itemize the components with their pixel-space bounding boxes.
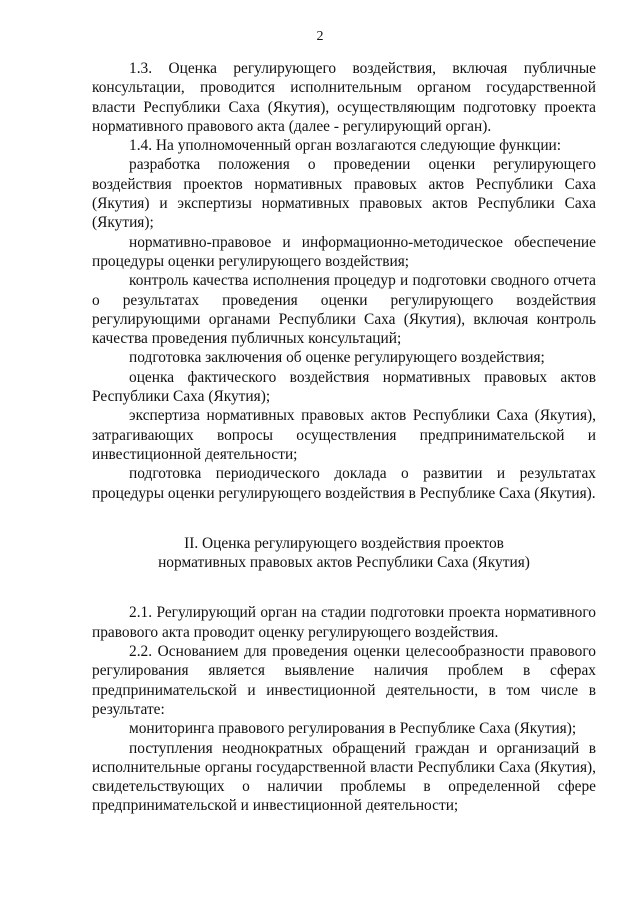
function-item-7: подготовка периодического доклада о развитии и результатах процедуры оценки регулирующего воздействия в Республике Саха (Якутия).	[92, 465, 596, 502]
function-item-6: экспертиза нормативных правовых актов Республики Саха (Якутия), затрагивающих вопросы осуществления предпринимательской и инвестиционной деятельности;	[92, 407, 596, 463]
function-item-4: подготовка заключения об оценке регулирующего воздействия;	[129, 349, 545, 367]
section-2-heading	[92, 534, 596, 573]
function-item-2: нормативно-правовое и информационно-методическое обеспечение процедуры оценки регулирующего воздействия;	[92, 233, 596, 270]
section-1-1-list	[92, 59, 596, 503]
document-body	[92, 59, 596, 816]
section-2-title-line-1: II. Оценка регулирующего воздействия проектов	[184, 534, 504, 552]
paragraph-2-1: 2.1. Регулирующий орган на стадии подготовки проекта нормативного правового акта проводит оценку регулирующего воздействия.	[92, 604, 596, 641]
function-item-3: контроль качества исполнения процедур и подготовки сводного отчета о результатах проведения оценки регулирующего воздействия регулирующими органами Республики Саха (Якутия), включая контроль качества проведения публичных консультаций;	[92, 272, 596, 348]
basis-item-1: мониторинга правового регулирования в Республике Саха (Якутия);	[129, 720, 577, 738]
paragraph-1-3: 1.3. Оценка регулирующего воздействия, включая публичные консультации, проводится исполнительным органом государственной власти Республики Саха (Якутия), осуществляющим подготовку проекта нормативного правового акта (далее - регулирующий орган).	[92, 60, 596, 135]
section-2-title-line-2: нормативных правовых актов Республики Саха (Якутия)	[158, 554, 530, 572]
page-number: 2	[316, 29, 324, 44]
function-item-1: разработка положения о проведении оценки регулирующего воздействия проектов нормативных правовых актов Республики Саха (Якутия) и экспертизы нормативных правовых актов Республики Саха (Якутия);	[92, 156, 596, 232]
function-item-5: оценка фактического воздействия нормативных правовых актов Республики Саха (Якутия);	[92, 368, 596, 406]
section-2-list	[92, 603, 596, 815]
basis-item-2: поступления неоднократных обращений граждан и организаций в исполнительные органы государственной власти Республики Саха (Якутия), свидетельствующих о наличии проблемы в определенной сфере предпринимательской и инвестиционной деятельности;	[92, 739, 596, 815]
paragraph-2-2: 2.2. Основанием для проведения оценки целесообразности правового регулирования является выявление наличия проблем в сферах предпринимательской и инвестиционной деятельности, в том числе в результате:	[92, 643, 596, 718]
paragraph-1-4: 1.4. На уполномоченный орган возлагаются следующие функции:	[129, 137, 562, 155]
